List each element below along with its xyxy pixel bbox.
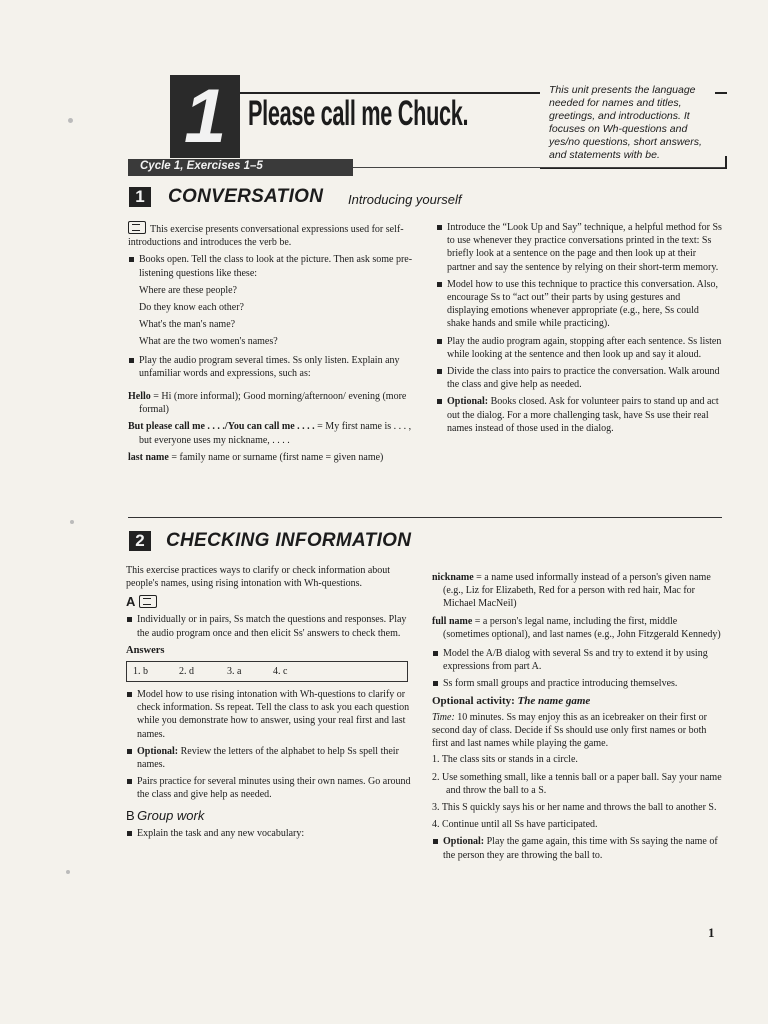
section-2-number: 2	[129, 531, 151, 551]
section-1-title: CONVERSATION	[168, 186, 324, 207]
margin-speck	[66, 870, 70, 874]
expression-definition: Hello = Hi (more informal); Good morning/afternoon/ evening (more formal)	[128, 391, 407, 416]
cycle-bar-line	[353, 167, 725, 168]
section-1-intro: This exercise presents conversational expressions used for self-introductions and introduces the verb be.	[128, 221, 418, 249]
game-step: 4. Continue until all Ss have participated.	[432, 819, 598, 831]
section-1-number: 1	[129, 187, 151, 207]
section-1-left-column	[128, 221, 418, 468]
part-b-bullet: Ss form small groups and practice introducing themselves.	[432, 677, 722, 690]
optional-activity-heading: Optional activity: The name game	[432, 694, 591, 707]
part-a-optional: Optional: Review the letters of the alphabet to help Ss spell their names.	[126, 745, 411, 771]
section-1-bullet: Introduce the “Look Up and Say” technique, a helpful method for Ss to use whenever they practice conversations printed in the text: Ss briefly look at a sentence on the page and then look up at their partner and say the sentence by relying on their short-term memory.	[436, 221, 722, 274]
section-divider	[128, 517, 722, 518]
vocabulary-definition: full name = a person's legal name, including the first, middle (sometimes optional), and last names (e.g., John Fitzgerald Kennedy)	[432, 615, 721, 640]
section-1-optional: Optional: Books closed. Ask for volunteer pairs to stand up and act out the dialog. For a more challenging task, have Ss use their real names instead of those used in the dialog.	[436, 395, 722, 435]
answer-item: 4. c	[273, 666, 288, 678]
section-1-subtitle: Introducing yourself	[348, 192, 462, 207]
section-2-intro: This exercise practices ways to clarify or check information about people's names, using rising intonation with Wh-questions.	[126, 565, 391, 590]
answer-item: 1. b	[133, 666, 148, 678]
audio-cassette-icon	[128, 221, 146, 234]
part-b-bullet: Model the A/B dialog with several Ss and try to extend it by using expressions from part A.	[432, 647, 722, 673]
cycle-label: Cycle 1, Exercises 1–5	[140, 160, 263, 172]
section-2-right-column	[432, 571, 722, 866]
prelistening-question: Where are these people?	[139, 284, 237, 296]
game-step: 2. Use something small, like a tennis ball or a paper ball. Say your name and throw the ball to a S.	[432, 771, 722, 796]
page-number: 1	[708, 925, 715, 940]
margin-speck	[68, 118, 73, 123]
optional-activity-time: Time: 10 minutes. Ss may enjoy this as an icebreaker on their first or second day of class. Decide if Ss should use only first names or both first and last names while playing the game.	[432, 711, 707, 750]
part-a-bullet: Individually or in pairs, Ss match the questions and responses. Play the audio program once and then elicit Ss' answers to check them.	[126, 613, 411, 639]
answers-box	[126, 661, 408, 682]
expression-definition: last name = family name or surname (first name = given name)	[128, 451, 384, 463]
part-a-heading: A	[126, 594, 411, 609]
prelistening-question: Do they know each other?	[139, 302, 244, 314]
section-1-bullet: Divide the class into pairs to practice the conversation. Walk around the class and give help as needed.	[436, 365, 722, 391]
margin-speck	[70, 520, 74, 524]
unit-number: 1	[184, 74, 227, 159]
section-1-bullet: Model how to use this technique to practice this conversation. Also, encourage Ss to “act out” their parts by using gestures and displaying emotions whenever appropriate (e.g., here, Ss could shake hands and smile while practicing).	[436, 278, 722, 331]
prelistening-question: What's the man's name?	[139, 319, 236, 331]
part-a-bullet: Pairs practice for several minutes using their own names. Go around the class and give help as needed.	[126, 775, 411, 801]
section-2-left-column	[126, 564, 411, 844]
section-1-bullet: Play the audio program again, stopping after each sentence. Ss listen while looking at the sentence and then look up and say it aloud.	[436, 335, 722, 361]
part-a-bullet: Model how to use rising intonation with Wh-questions to clarify or check information. Ss repeat. Tell the class to ask you each question while you demonstrate how to answer, using your real first and last names.	[126, 688, 411, 741]
unit-title: Please call me Chuck.	[248, 94, 469, 133]
answer-item: 2. d	[179, 666, 194, 678]
section-2-title: CHECKING INFORMATION	[166, 530, 412, 551]
cycle-bar	[128, 159, 353, 176]
answer-item: 3. a	[227, 666, 242, 678]
expression-definition: But please call me . . . ./You can call me . . . . = My first name is . . . , but everyone uses my nickname, . . . .	[128, 421, 412, 446]
vocabulary-definition: nickname = a name used informally instead of a person's given name (e.g., Liz for Elizabeth, Red for a person with red hair, Mac for Michael MacNeil)	[432, 572, 711, 610]
unit-summary: This unit presents the language needed for names and titles, greetings, and introductions. It focuses on Wh-questions and yes/no questions, short answers, and statements with be.	[549, 84, 702, 161]
answers-heading: Answers	[126, 644, 165, 656]
section-1-bullet: Books open. Tell the class to look at the picture. Then ask some pre-listening questions like these:	[128, 253, 418, 279]
section-1-bullet: Play the audio program several times. Ss only listen. Explain any unfamiliar words and expressions, such as:	[128, 354, 418, 380]
section-1-right-column	[436, 221, 722, 439]
part-b-bullet: Explain the task and any new vocabulary:	[126, 827, 411, 840]
final-optional: Optional: Play the game again, this time with Ss saying the name of the person they are throwing the ball to.	[432, 835, 722, 861]
part-b-heading: B Group work	[126, 807, 205, 823]
prelistening-question: What are the two women's names?	[139, 336, 278, 348]
audio-cassette-icon	[139, 595, 157, 608]
unit-number-block	[170, 75, 240, 158]
game-step: 1. The class sits or stands in a circle.	[432, 754, 578, 766]
game-step: 3. This S quickly says his or her name and throws the ball to another S.	[432, 802, 717, 814]
